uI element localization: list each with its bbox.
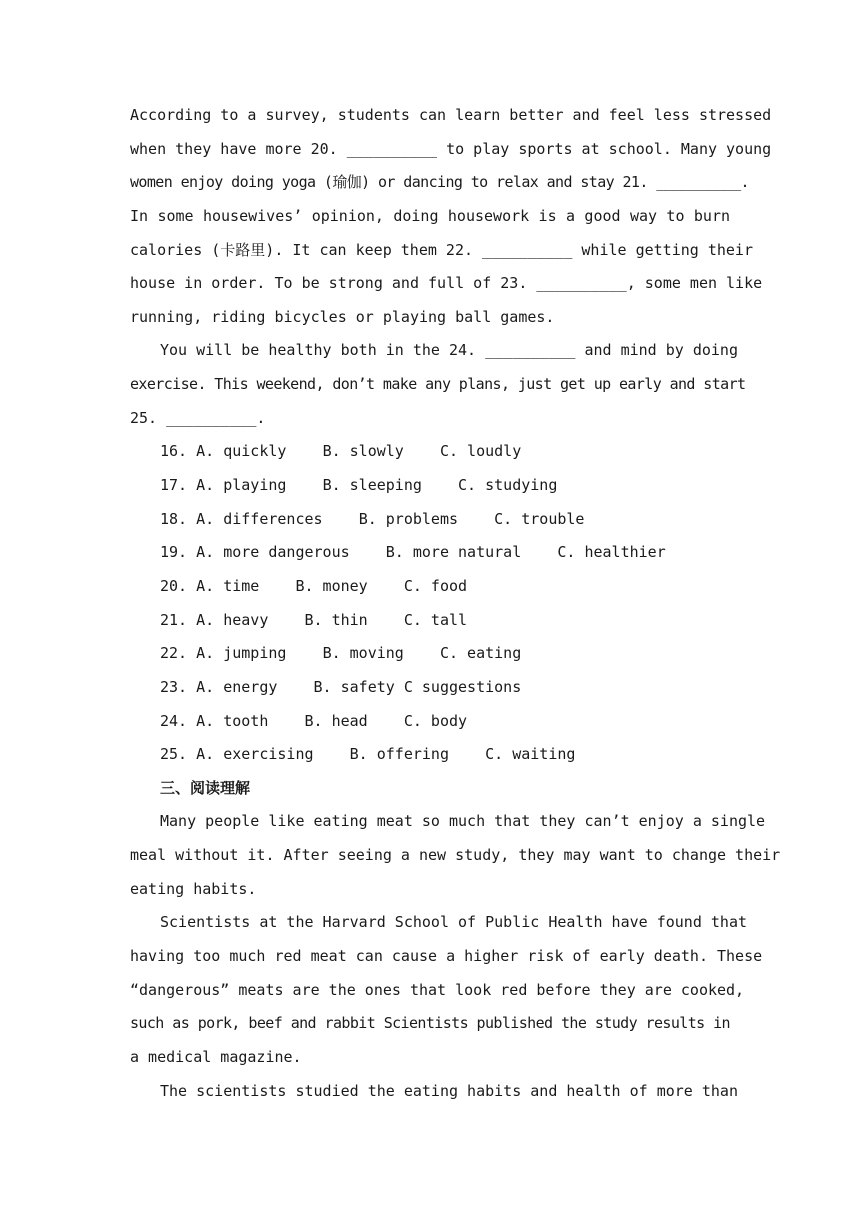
text-line: “dangerous” meats are the ones that look red before they are cooked, (130, 980, 745, 999)
option-c: C. trouble (494, 509, 585, 528)
option-b: B. more natural (385, 543, 522, 562)
text-line: exercise. This weekend, don’t make any plans, just get up early and start (130, 375, 746, 394)
question-number: 18. (160, 509, 188, 528)
section-heading: 三、阅读理解 (160, 778, 251, 797)
text-line: eating habits. (130, 879, 257, 898)
option-a: A. jumping (196, 644, 287, 663)
text-line: when they have more 20. __________ to play sports at school. Many young (130, 139, 772, 158)
question-number: 20. (160, 576, 188, 595)
cloze-paragraph-1 (130, 99, 772, 334)
reading-paragraph-2 (130, 906, 763, 1074)
option-b: B. moving (322, 644, 404, 663)
text-line: having too much red meat can cause a higher risk of early death. These (130, 947, 763, 966)
option-a: A. time (196, 576, 260, 595)
option-row (130, 435, 730, 469)
option-row (130, 503, 730, 537)
option-c: C. loudly (439, 442, 522, 461)
option-row (130, 604, 730, 638)
option-a: A. differences (196, 509, 323, 528)
text-line: meal without it. After seeing a new study, they may want to change their (130, 846, 781, 865)
text-line: According to a survey, students can learn better and feel less stressed (130, 106, 772, 124)
option-c: C. healthier (557, 543, 666, 562)
option-a: A. playing (196, 476, 287, 495)
text-line: You will be healthy both in the 24. __________ and mind by doing (160, 341, 738, 360)
question-number: 19. (160, 543, 188, 562)
text-line: such as pork, beef and rabbit Scientists published the study results in (130, 1014, 730, 1033)
option-row (130, 671, 730, 705)
option-b: B. money (295, 576, 368, 595)
option-b: B. safety C suggestions (313, 677, 522, 696)
option-c: C. waiting (485, 745, 576, 764)
option-row (130, 705, 730, 739)
option-row (130, 536, 730, 570)
text-line: running, riding bicycles or playing ball games. (130, 307, 555, 326)
option-row (130, 637, 730, 671)
option-b: B. thin (304, 610, 368, 629)
option-row (130, 469, 730, 503)
reading-paragraph-1 (130, 805, 781, 906)
text-line: The scientists studied the eating habits and health of more than (160, 1081, 738, 1100)
option-c: C. studying (458, 476, 558, 495)
text-line: Scientists at the Harvard School of Public Health have found that (160, 913, 747, 932)
text-line: women enjoy doing yoga (瑜伽) or dancing to relax and stay 21. __________. (130, 173, 749, 192)
option-row (130, 570, 730, 604)
text-line: Many people like eating meat so much that they can’t enjoy a single (160, 812, 766, 831)
options-list (130, 435, 730, 771)
question-number: 24. (160, 711, 188, 730)
question-number: 17. (160, 476, 188, 495)
cloze-paragraph-2 (130, 334, 746, 435)
option-a: A. heavy (196, 610, 269, 629)
reading-paragraph-3 (130, 1075, 738, 1109)
text-line: a medical magazine. (130, 1047, 302, 1066)
option-c: C. tall (403, 610, 468, 629)
question-number: 23. (160, 677, 188, 696)
option-b: B. problems (358, 509, 459, 528)
document-page (130, 99, 781, 1108)
option-b: B. slowly (322, 442, 404, 461)
option-a: A. quickly (196, 442, 287, 461)
option-a: A. more dangerous (196, 543, 350, 562)
option-c: C. body (403, 711, 468, 730)
question-number: 21. (160, 610, 188, 629)
text-line: house in order. To be strong and full of 23. __________, some men like (130, 274, 763, 293)
question-number: 25. (160, 745, 188, 764)
text-line: calories (卡路里). It can keep them 22. __________ while getting their (130, 240, 753, 259)
option-b: B. sleeping (322, 476, 422, 495)
option-a: A. exercising (196, 745, 314, 764)
question-number: 22. (160, 644, 188, 663)
option-a: A. tooth (196, 711, 269, 730)
question-number: 16. (160, 442, 188, 461)
option-b: B. offering (349, 745, 449, 764)
option-b: B. head (304, 711, 368, 730)
option-row (130, 738, 730, 772)
option-c: C. eating (439, 644, 522, 663)
option-a: A. energy (196, 677, 278, 696)
text-line: 25. __________. (130, 408, 266, 427)
option-c: C. food (403, 576, 468, 595)
text-line: In some housewives’ opinion, doing housework is a good way to burn (130, 206, 730, 225)
